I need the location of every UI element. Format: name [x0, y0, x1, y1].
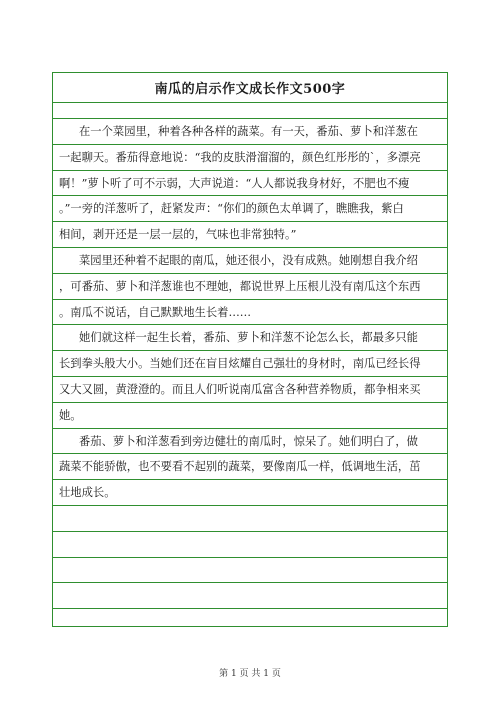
text-line: 长到拳头般大小。当她们还在盲目炫耀自己强壮的身材时，南瓜已经长得	[53, 351, 447, 377]
text-line: 一起聊天。番茄得意地说：“我的皮肤滑溜溜的，颜色红彤彤的`，多漂亮	[53, 145, 447, 171]
text-line: 壮地成长。	[53, 480, 447, 506]
text-line	[53, 532, 447, 558]
text-line: 她。	[53, 403, 447, 429]
text-line: 番茄、萝卜和洋葱看到旁边健壮的南瓜时，惊呆了。她们明白了，做	[53, 429, 447, 455]
document-title: 南瓜的启示作文成长作文500字	[53, 73, 447, 103]
text-line	[53, 583, 447, 609]
composition-sheet	[52, 72, 448, 627]
text-line: 啊！”萝卜听了可不示弱，大声说道：“人人都说我身材好，不肥也不瘦	[53, 171, 447, 197]
ruled-lines	[53, 102, 447, 609]
text-line: 相间，剥开还是一层一层的，气味也非常独特。”	[53, 222, 447, 248]
page-footer: 第 1 页 共 1 页	[219, 669, 281, 679]
text-line: 蔬菜不能骄傲，也不要看不起别的蔬菜，要像南瓜一样，低调地生活，茁	[53, 454, 447, 480]
text-line	[53, 102, 447, 119]
text-line: ，可番茄、萝卜和洋葱谁也不理她，都说世界上压根儿没有南瓜这个东西	[53, 274, 447, 300]
text-line	[53, 558, 447, 584]
text-line: 菜园里还种着不起眼的南瓜，她还很小，没有成熟。她刚想自我介绍	[53, 248, 447, 274]
text-line: 又大又圆，黄澄澄的。而且人们听说南瓜富含各种营养物质，都争相来买	[53, 377, 447, 403]
text-line: 。”一旁的洋葱听了，赶紧发声：“你们的颜色太单调了，瞧瞧我，紫白	[53, 196, 447, 222]
text-line: 。南瓜不说话，自己默默地生长着……	[53, 300, 447, 326]
text-line	[53, 506, 447, 532]
text-line: 她们就这样一起生长着，番茄、萝卜和洋葱不论怎么长，都最多只能	[53, 325, 447, 351]
text-line: 在一个菜园里，种着各种各样的蔬菜。有一天，番茄、萝卜和洋葱在	[53, 119, 447, 145]
